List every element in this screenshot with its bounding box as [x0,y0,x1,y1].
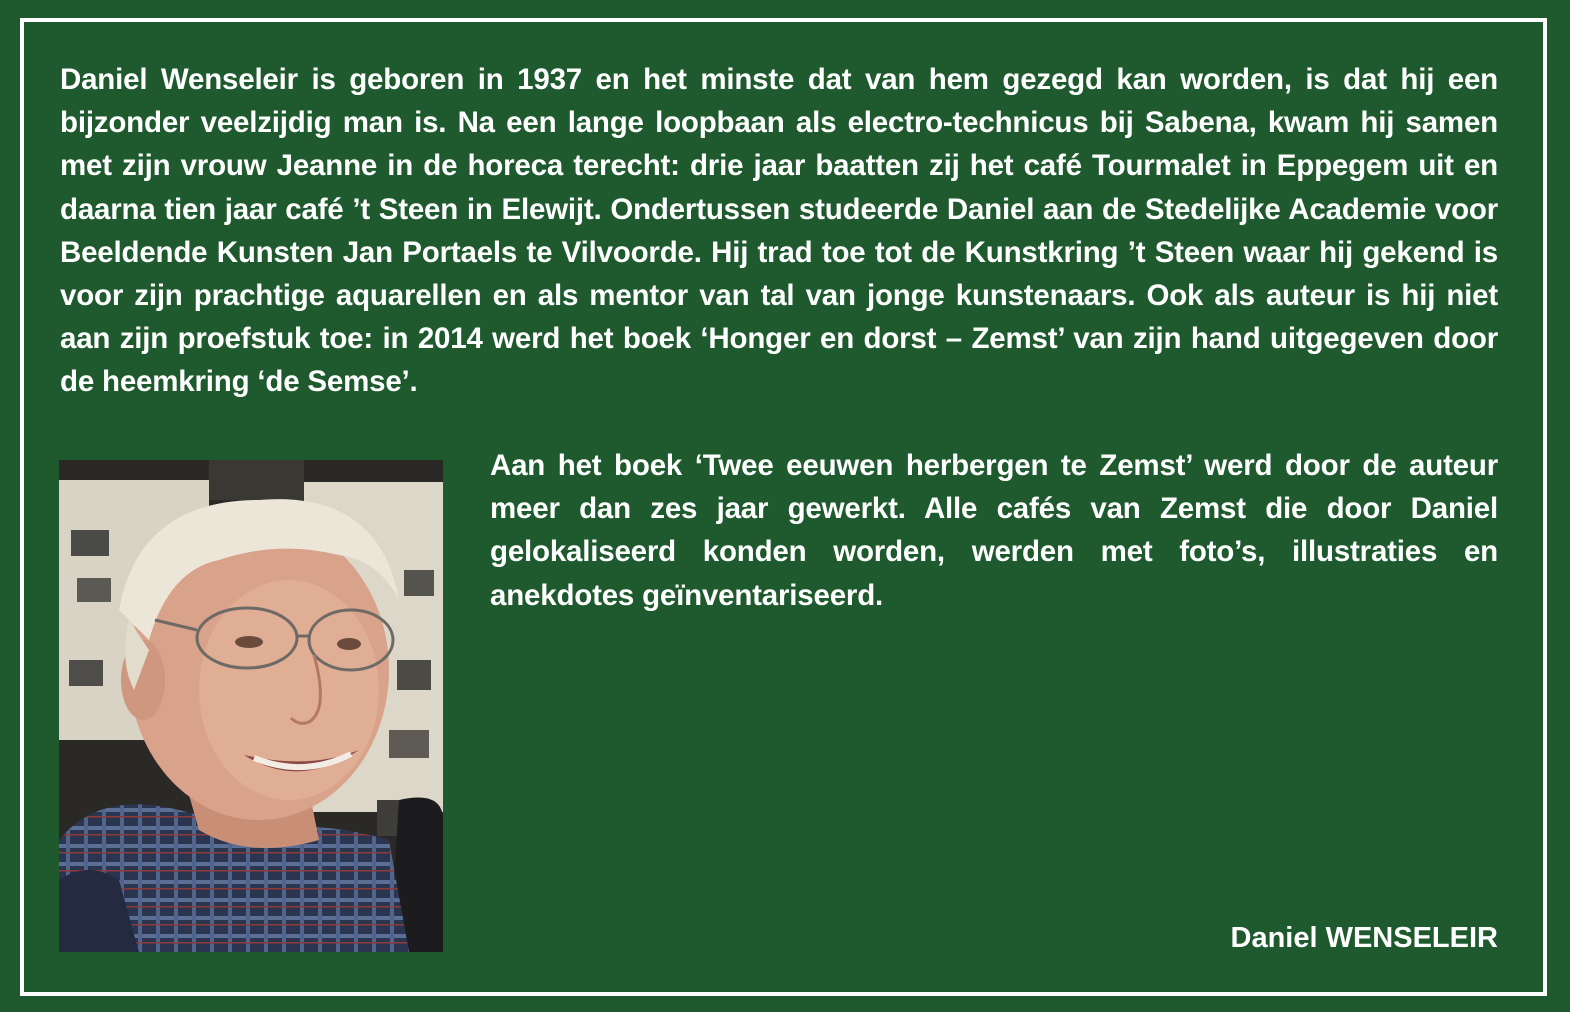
author-signature: Daniel WENSELEIR [1230,922,1498,954]
biography-paragraph: Daniel Wenseleir is geboren in 1937 en het minste dat van hem gezegd kan worden, is dat hij een bijzonder veelzijdig man is. Na een lange loopbaan als electro-technicus bij Sabena, kwam hij samen met zijn vrouw Jeanne in de horeca terecht: drie jaar baatten zij het café Tourmalet in Eppegem uit en daarna tien jaar café ’t Steen in Elewijt. Ondertussen studeerde Daniel aan de Stedelijke Academie voor Beeldende Kunsten Jan Portaels te Vilvoorde. Hij trad toe tot de Kunstkring ’t Steen waar hij gekend is voor zijn prachtige aquarellen en als mentor van tal van jonge kunstenaars. Ook als auteur is hij niet aan zijn proefstuk toe: in 2014 werd het boek ‘Honger en dorst – Zemst’ van zijn hand uitgegeven door de heemkring ‘de Semse’. [60,63,1498,399]
author-portrait-photo [59,460,443,952]
book-description-paragraph: Aan het boek ‘Twee eeuwen herbergen te Zemst’ werd door de auteur meer dan zes jaar gewerkt. Alle cafés van Zemst die door Daniel gelokaliseerd konden worden, werden met foto’s, illustraties en anekdotes geïnventariseerd. [490,449,1498,612]
